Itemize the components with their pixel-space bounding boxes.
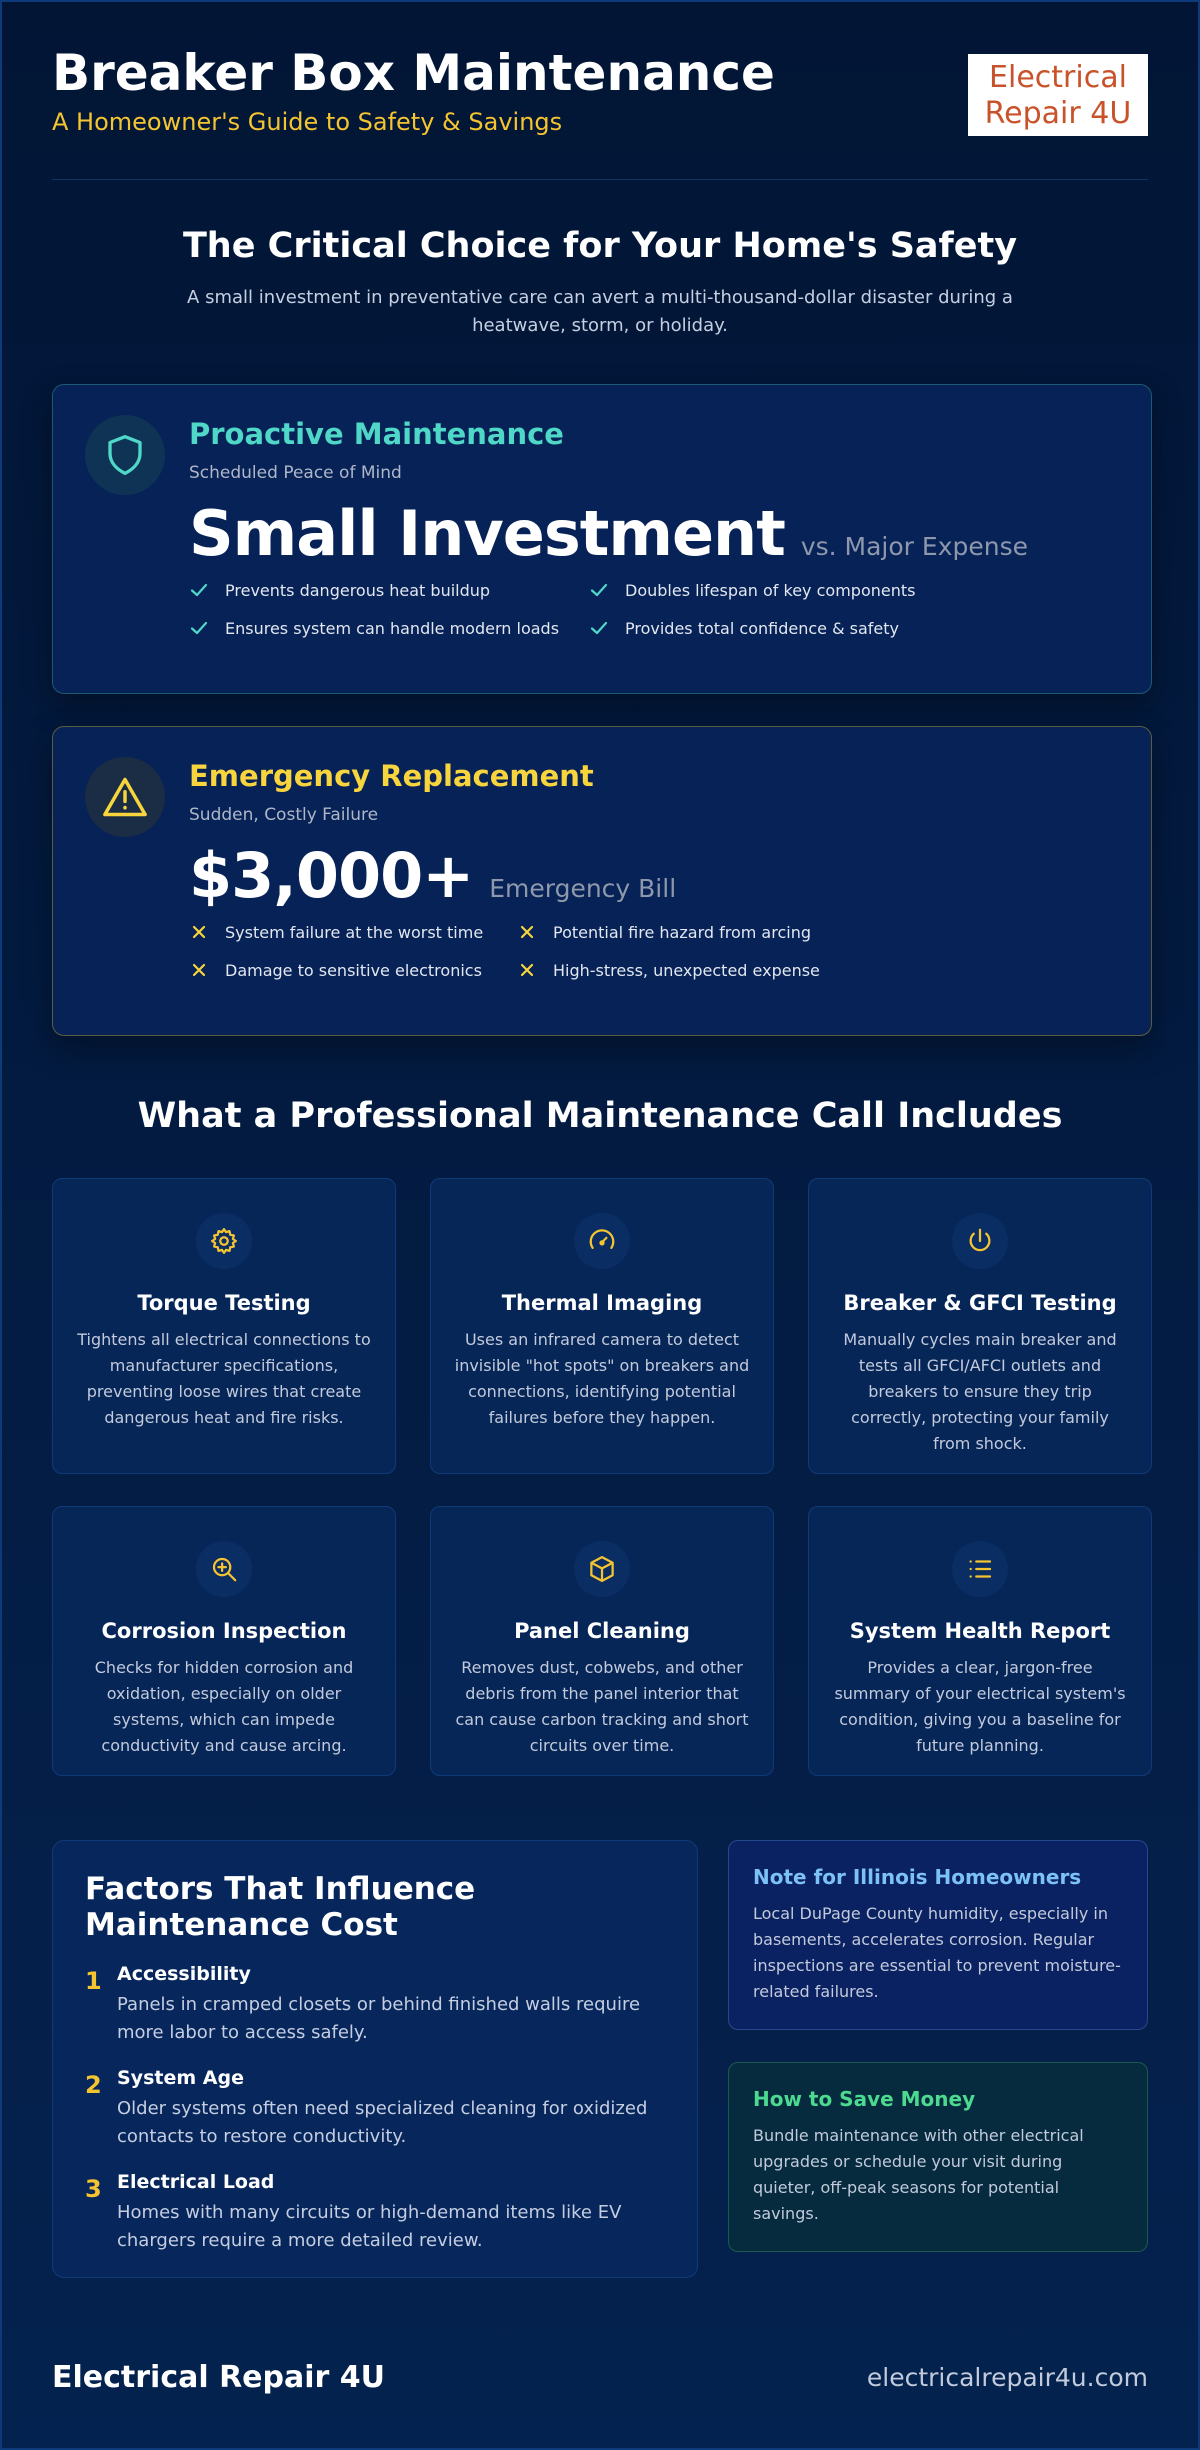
cost-factors-panel [52, 1840, 698, 2278]
services-grid-row-1 [52, 1178, 1148, 1474]
service-card-corrosion-inspection [52, 1506, 396, 1776]
services-heading: What a Professional Maintenance Call Includes [137, 1096, 1063, 1136]
cost-factor-item [85, 2067, 665, 2151]
shield-icon [85, 415, 165, 495]
risk-item: Damage to sensitive electronics [189, 960, 517, 980]
x-icon [517, 960, 537, 980]
gear-icon [196, 1213, 252, 1269]
footer-website-link[interactable]: electricalrepair4u.com [866, 2363, 1148, 2392]
check-icon [189, 618, 209, 638]
factor-name: Accessibility [117, 1963, 251, 1985]
emergency-big-sub: Emergency Bill [489, 874, 677, 903]
check-icon [589, 580, 609, 600]
cost-factor-item [85, 2171, 665, 2255]
save-money-text: Bundle maintenance with other electrical upgrades or schedule your visit during quieter, off-peak seasons for potential savings. [753, 2126, 1084, 2223]
emergency-big-value: $3,000+ [189, 839, 474, 912]
service-card-thermal-imaging [430, 1178, 774, 1474]
proactive-big-sub: vs. Major Expense [800, 532, 1028, 561]
logo-line-1: Electrical [989, 60, 1127, 95]
service-description: Checks for hidden corrosion and oxidation, especially on older systems, which can impede conductivity and cause arcing. [94, 1658, 354, 1755]
factor-number: 1 [85, 1967, 102, 1995]
risk-item: Potential fire hazard from arcing [517, 922, 917, 942]
benefit-item: Ensures system can handle modern loads [189, 618, 589, 638]
proactive-tagline: Scheduled Peace of Mind [189, 463, 402, 483]
gauge-icon [574, 1213, 630, 1269]
illinois-note-card [728, 1840, 1148, 2030]
proactive-points [189, 580, 1151, 638]
proactive-big-value: Small Investment [189, 497, 785, 570]
factor-number: 2 [85, 2071, 102, 2099]
risk-item: High-stress, unexpected expense [517, 960, 917, 980]
cost-factors-title: Factors That Influence Maintenance Cost [85, 1871, 476, 1943]
bottom-section [52, 1840, 1148, 2280]
x-icon [189, 922, 209, 942]
service-name: Panel Cleaning [514, 1619, 690, 1643]
warning-triangle-icon [85, 757, 165, 837]
factor-number: 3 [85, 2175, 102, 2203]
cost-factor-item [85, 1963, 665, 2047]
brand-logo [968, 54, 1148, 136]
service-description: Provides a clear, jargon-free summary of your electrical system's condition, giving you a baseline for future planning. [834, 1658, 1126, 1755]
emergency-tagline: Sudden, Costly Failure [189, 805, 379, 825]
x-icon [189, 960, 209, 980]
benefit-item: Doubles lifespan of key components [589, 580, 989, 600]
factor-description: Panels in cramped closets or behind finished walls require more labor to access safely. [117, 1994, 641, 2043]
logo-line-2: Repair 4U [984, 96, 1132, 131]
check-icon [189, 580, 209, 600]
page-subtitle: A Homeowner's Guide to Safety & Savings [52, 108, 563, 136]
factor-description: Homes with many circuits or high-demand items like EV chargers require a more detailed review. [117, 2202, 622, 2251]
box-icon [574, 1541, 630, 1597]
factor-description: Older systems often need specialized cleaning for oxidized contacts to restore conductivity. [117, 2098, 648, 2147]
power-icon [952, 1213, 1008, 1269]
x-icon [517, 922, 537, 942]
factor-name: Electrical Load [117, 2171, 275, 2193]
save-money-title: How to Save Money [753, 2087, 976, 2111]
service-card-panel-cleaning [430, 1506, 774, 1776]
service-name: Corrosion Inspection [101, 1619, 347, 1643]
service-name: Torque Testing [137, 1291, 311, 1315]
header [52, 2, 1148, 180]
emergency-points [189, 922, 1151, 980]
footer-brand: Electrical Repair 4U [52, 2360, 386, 2395]
service-description: Manually cycles main breaker and tests all GFCI/AFCI outlets and breakers to ensure they trip correctly, protecting your family from shock. [843, 1330, 1117, 1453]
emergency-title: Emergency Replacement [189, 759, 594, 793]
list-icon [952, 1541, 1008, 1597]
service-card-system-health-report [808, 1506, 1152, 1776]
choice-heading: The Critical Choice for Your Home's Safety [182, 226, 1018, 266]
benefit-item: Provides total confidence & safety [589, 618, 989, 638]
check-icon [589, 618, 609, 638]
emergency-replacement-card [52, 726, 1152, 1036]
risk-item: System failure at the worst time [189, 922, 517, 942]
service-name: Thermal Imaging [501, 1291, 703, 1315]
proactive-maintenance-card [52, 384, 1152, 694]
illinois-note-text: Local DuPage County humidity, especially in basements, accelerates corrosion. Regular inspections are essential to prevent moisture-related failures. [753, 1904, 1121, 2001]
service-name: System Health Report [849, 1619, 1111, 1643]
service-description: Uses an infrared camera to detect invisible "hot spots" on breakers and connections, identifying potential failures before they happen. [454, 1330, 750, 1427]
save-money-card [728, 2062, 1148, 2252]
service-name: Breaker & GFCI Testing [843, 1291, 1117, 1315]
service-description: Removes dust, cobwebs, and other debris from the panel interior that can cause carbon tracking and short circuits over time. [455, 1658, 749, 1755]
choice-description: A small investment in preventative care can avert a multi-thousand-dollar disaster during a heatwave, storm, or holiday. [187, 287, 1013, 336]
service-description: Tightens all electrical connections to manufacturer specifications, preventing loose wires that create dangerous heat and fire risks. [77, 1330, 371, 1427]
footer [52, 2360, 1148, 2395]
benefit-item: Prevents dangerous heat buildup [189, 580, 589, 600]
service-card-torque-testing [52, 1178, 396, 1474]
page-title: Breaker Box Maintenance [52, 44, 775, 102]
services-grid-row-2 [52, 1506, 1148, 1776]
service-card-breaker-gfci-testing [808, 1178, 1152, 1474]
proactive-title: Proactive Maintenance [189, 417, 564, 451]
magnifier-plus-icon [196, 1541, 252, 1597]
illinois-note-title: Note for Illinois Homeowners [753, 1865, 1082, 1889]
factor-name: System Age [117, 2067, 244, 2089]
